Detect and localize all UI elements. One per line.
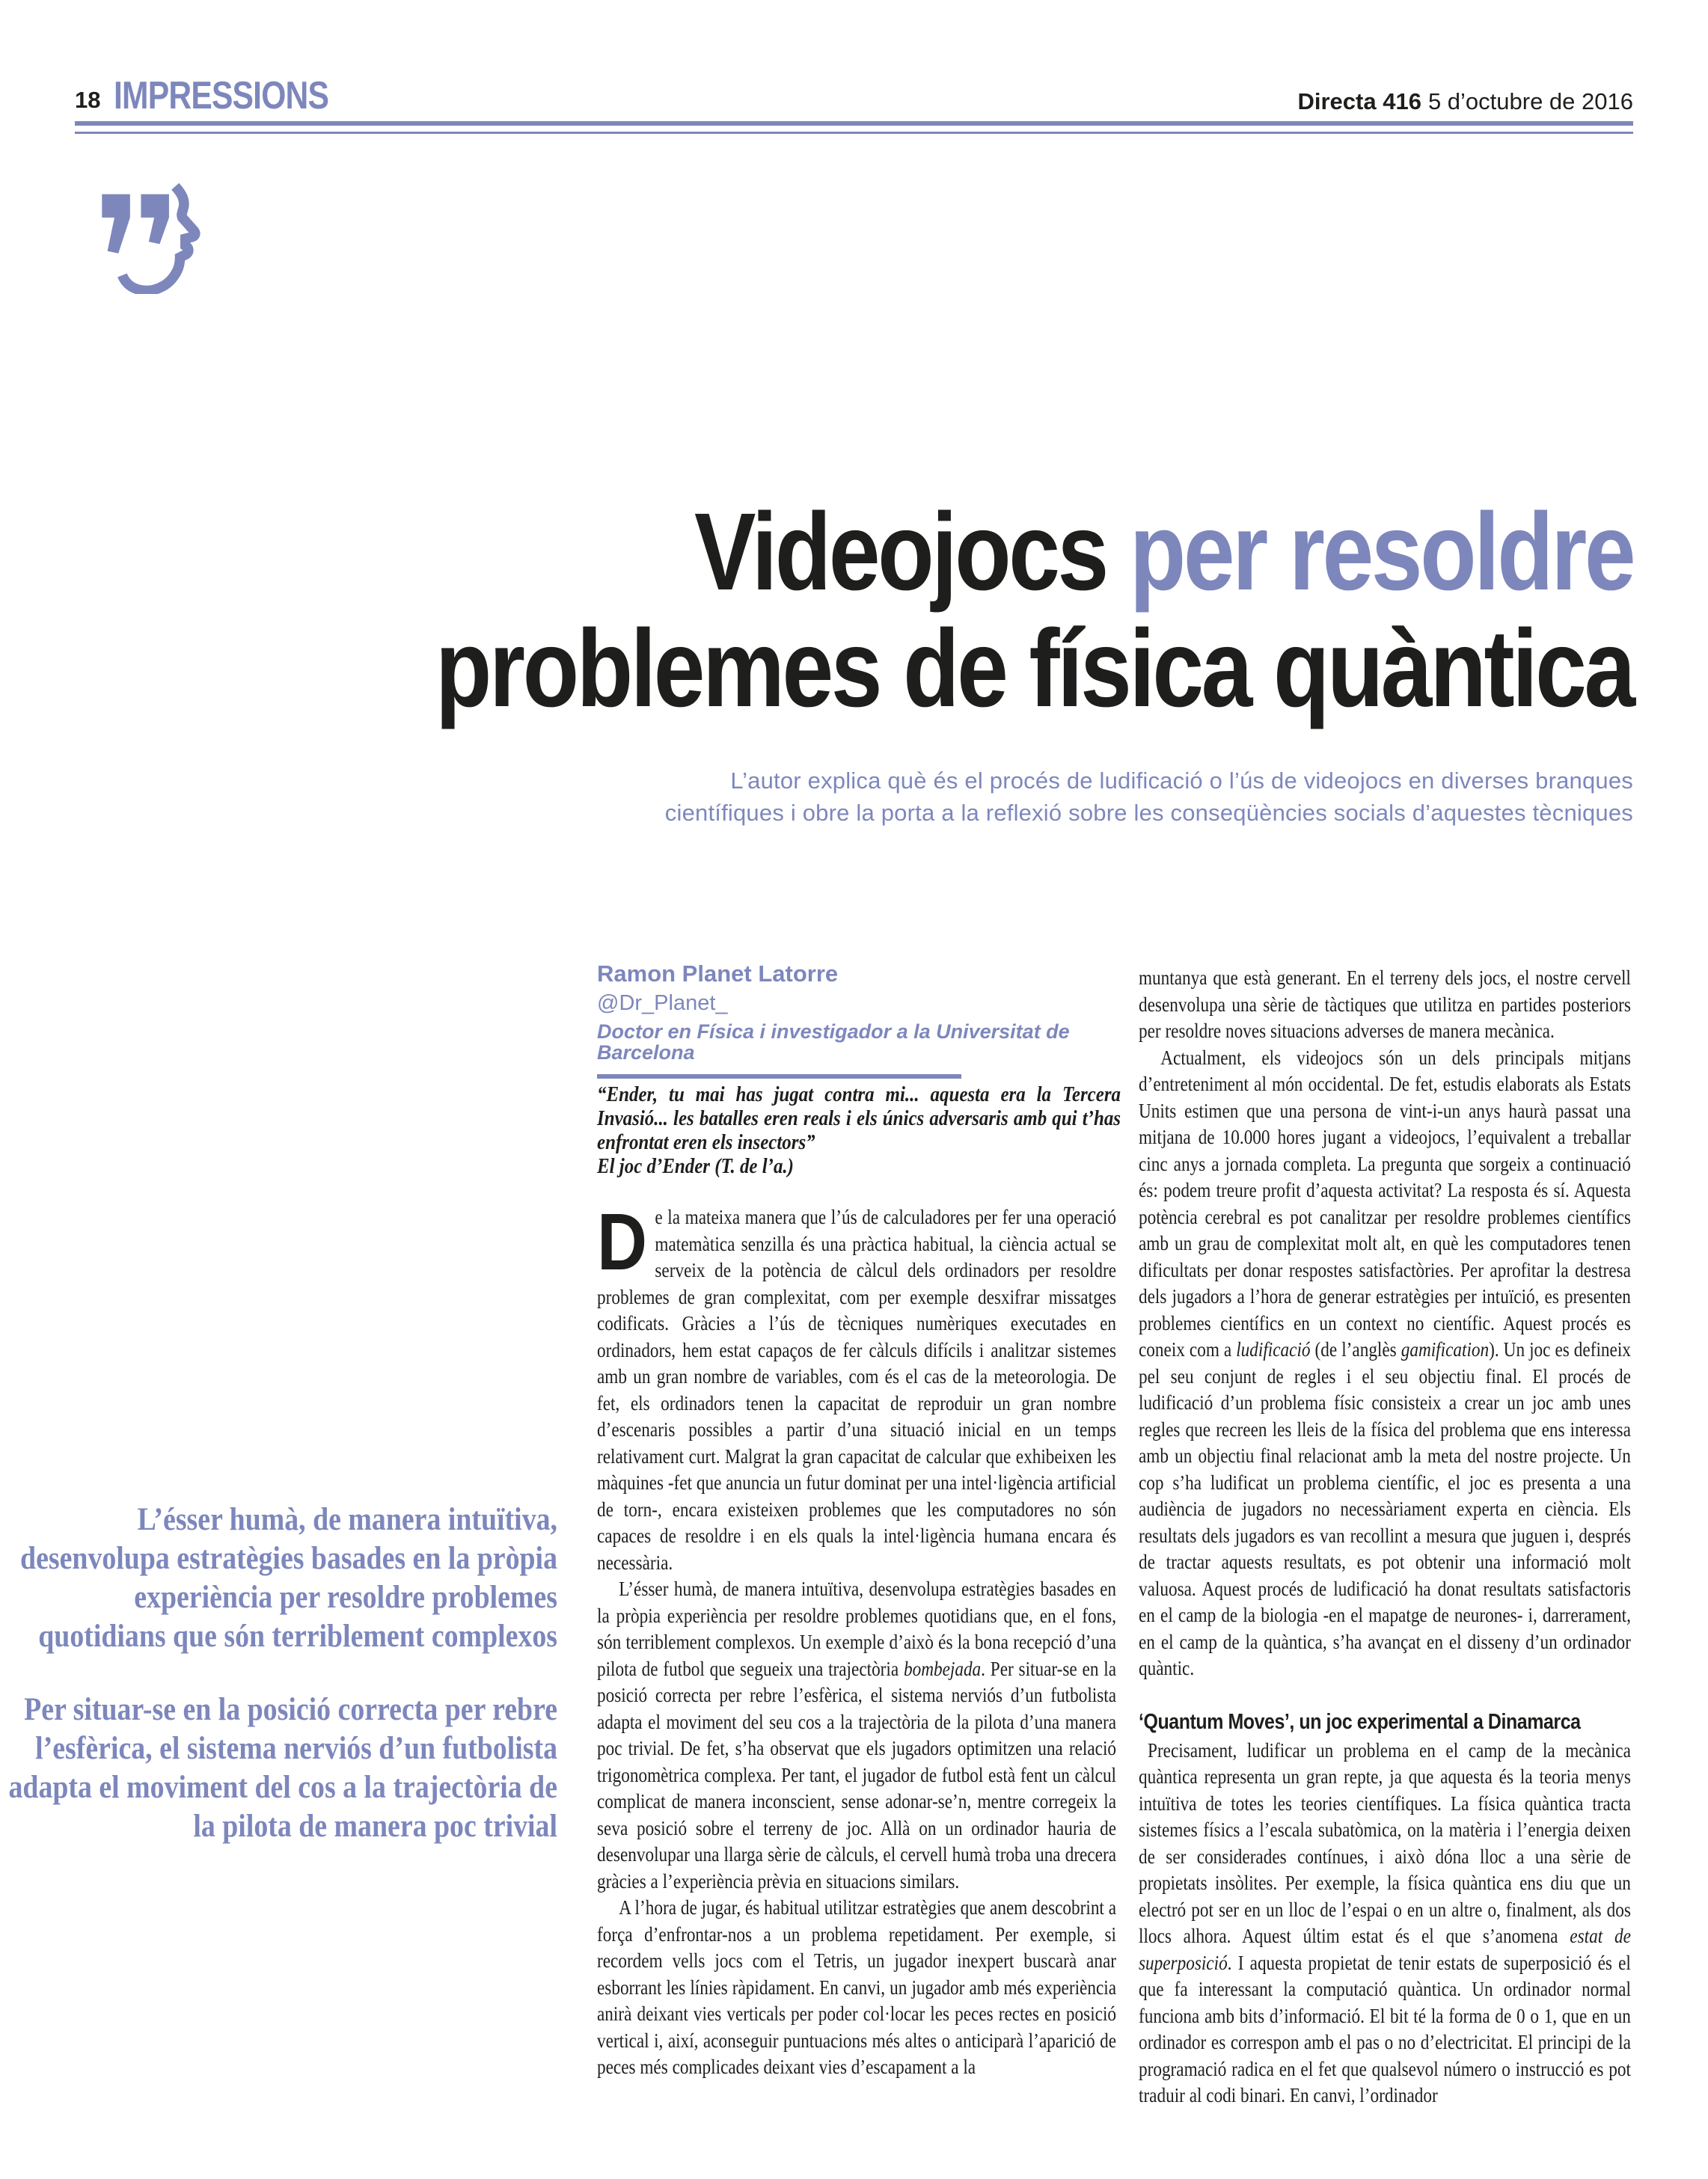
drop-cap: D	[597, 1196, 648, 1287]
author-role: Doctor en Física i investigador a la Universitat de Barcelona	[597, 1020, 1070, 1064]
masthead-rule-thin	[75, 132, 1633, 134]
standfirst	[374, 764, 1633, 829]
headline	[45, 491, 1633, 730]
article-column-1	[597, 1196, 1117, 2081]
byline-rule	[597, 1074, 961, 1079]
headline-part-accent: per resoldre	[1129, 491, 1633, 613]
byline	[597, 962, 1116, 1079]
paragraph: muntanya que està generant. En el terreny dels jocs, el nostre cervell desenvolupa una sèrie de tàctiques que utilitza en partides posteriors per resoldre noves situacions adverses de manera mecànica.	[1139, 966, 1631, 1042]
section-title	[114, 76, 376, 115]
epigraph	[597, 1083, 1121, 1179]
paragraph	[597, 1196, 1117, 1576]
paragraph: L’ésser humà, de manera intuïtiva, desenvolupa estratègies basades en la pròpia experiència per resoldre problemes quotidians que, en el fons, són terriblement complexos. Un exemple d’això és la bona recepció d’una pilota de futbol que segueix una trajectòria bombejada. Per situar-se en la posició correcta per rebre l’esfèrica, el sistema nerviós d’un futbolista adapta el moviment del seu cos a la trajectòria de la pilota d’una manera poc trivial. De fet, s’ha observat que els jugadors optimitzen una relació trigonomètrica complexa. Per tant, el jugador de futbol està fent un càlcul complicat de manera inconscient, sense adonar-se’n, mentre corregeix la seva posició sobre el terreny de joc. Allà on un ordinador hauria de desenvolupar una llarga sèrie de càlculs, el cervell humà troba una drecera gràcies a l’experiència prèvia en situacions similars.	[597, 1578, 1117, 1893]
page-number: 18	[75, 87, 101, 113]
issue-date: 5 d’octubre de 2016	[1427, 88, 1633, 114]
issue-and-date	[1297, 90, 1633, 113]
epigraph-attribution: El joc d’Ender (T. de l’a.)	[597, 1155, 794, 1178]
subheading: ‘Quantum Moves’, un joc experimental a Dinamarca	[1139, 1709, 1581, 1734]
masthead-rule-thick	[75, 121, 1633, 126]
headline-part-black: Videojocs	[694, 491, 1130, 613]
paragraph: Actualment, els videojocs són un dels principals mitjans d’entreteniment al món occidental. De fet, estudis elaborats als Estats Units estimen que una persona de vint-i-un anys haurà passat una mitjana de 10.000 hores jugant a videojocs, l’equivalent a treballar cinc anys a jornada completa. La pregunta que sorgeix a continuació és: podem treure profit d’aquesta activitat? La resposta és sí. Aquesta potència cerebral es pot canalitzar per resoldre problemes científics amb un grau de complexitat molt alt, en què les computadores tenen dificultats per donar respostes satisfactòries. Per aprofitar la destresa dels jugadors a l’hora de generar estratègies per intuïció, es presenten problemes científics en un context no científic. Aquest procés es coneix com a ludificació (de l’anglès gamification). Un joc es defineix pel seu conjunt de regles i el seu objectiu final. El procés de ludificació d’un problema físic consisteix a crear un joc amb unes regles que recreen les lleis de la física del problema que ens interessa amb un objectiu final relacionat amb la meta del nostre projecte. Un cop s’ha ludificat un problema científic, el joc es presenta a una audiència de jugadors no necessàriament experta en ciència. Els resultats dels jugadors es van recollint a mesura que juguen i, després de tractar aquests resultats, es pot obtenir una informació molt valuosa. Aquest procés de ludificació ha donat resultats satisfactoris en el camp de la biologia -en el mapatge de neurones- i, darrerament, en el camp de la quàntica, s’ha avançat en el disseny d’un ordinador quàntic.	[1139, 1046, 1631, 1679]
author-name: Ramon Planet Latorre	[597, 960, 839, 987]
section-title-text: IMPRESSIONS	[114, 74, 329, 117]
epigraph-quote: “Ender, tu mai has jugat contra mi... aquesta era la Tercera Invasió... les batalles eren reals i els únics adversaris amb qui t’has enfrontat eren els insectors”	[597, 1083, 1121, 1154]
headline-line-2	[45, 607, 1633, 730]
standfirst-line-1: L’autor explica què és el procés de ludificació o l’ús de videojocs en diverses branques	[730, 767, 1633, 794]
headline-line-1	[45, 491, 1633, 613]
issue-name: Directa 416	[1297, 88, 1421, 114]
pull-quote: Per situar-se en la posició correcta per rebre l’esfèrica, el sistema nerviós d’un futbolista adapta el moviment del cos a la trajectòria de la pilota de manera poc trivial	[8, 1692, 558, 1844]
opinion-head-quote-icon	[100, 183, 204, 294]
standfirst-line-2: científiques i obre la porta a la reflexió sobre les conseqüències socials d’aquestes tècniques	[664, 800, 1633, 826]
paragraph-text: e la mateixa manera que l’ús de calculadores per fer una operació matemàtica senzilla és una pràctica habitual, la ciència actual se serveix de la potència de càlcul dels ordinadors per resoldre problemes de gran complexitat, com per exemple desxifrar missatges codificats. Gràcies a l’ús de tècniques numèriques executades en ordinadors, hem estat capaços de fer càlculs difícils i analitzar sistemes amb un gran nombre de variables, com és el cas de la meteorologia. De fet, els ordinadors tenen la capacitat de reproduir un gran nombre d’escenaris possibles a partir d’una situació inicial en un temps relativament curt. Malgrat la gran capacitat de calcular que exhibeixen les màquines -fet que anuncia un futur dominat per una intel·ligència artificial de torn-, encara existeixen problemes que les computadores no són capaces de resoldre i en els quals la intel·ligència humana encara és necessària.	[597, 1206, 1117, 1574]
paragraph: Precisament, ludificar un problema en el camp de la mecànica quàntica representa un gran repte, ja que aquesta és la teoria menys intuïtiva de totes les teories científiques. La física quàntica tracta sistemes físics a l’escala subatòmica, on la matèria i l’energia deixen de ser considerades contínues, i això dóna lloc a una sèrie de propietats insòlites. Per exemple, la física quàntica ens diu que un electró pot ser en un lloc de l’espai o en un altre o, finalment, als dos llocs alhora. Aquest últim estat és el que s’anomena estat de superposició. I aquesta propietat de tenir estats de superposició és el que fa interessant la computació quàntica. Un ordinador normal funciona amb bits d’informació. El bit té la forma de 0 o 1, que en un ordinador es correspon amb el pas o no d’electricitat. El principi de la programació radica en el fet que qualsevol número o instrucció es pot traduir al codi binari. En canvi, l’ordinador	[1139, 1738, 1631, 2106]
author-twitter-handle: @Dr_Planet_	[597, 991, 728, 1015]
paragraph: A l’hora de jugar, és habitual utilitzar estratègies que anem descobrint a força d’enfrontar-nos a un problema repetidament. Per exemple, si recordem vells jocs com el Tetris, un jugador inexpert buscarà anar esborrant les línies ràpidament. En canvi, un jugador amb més experiència anirà deixant vies verticals per poder col·locar les peces rectes en posició vertical i, així, aconseguir puntuacions més altes o anticiparà l’aparició de peces més complicades deixant vies d’escapament a la	[597, 1896, 1117, 2078]
pull-quote: L’ésser humà, de manera intuïtiva, desenvolupa estratègies basades en la pròpia experiència per resoldre problemes quotidians que són terriblement complexos	[20, 1502, 558, 1654]
article-column-2	[1139, 965, 1631, 2109]
headline-line-2-text: problemes de física quàntica	[435, 607, 1633, 730]
pull-quote-column	[0, 1501, 557, 1846]
